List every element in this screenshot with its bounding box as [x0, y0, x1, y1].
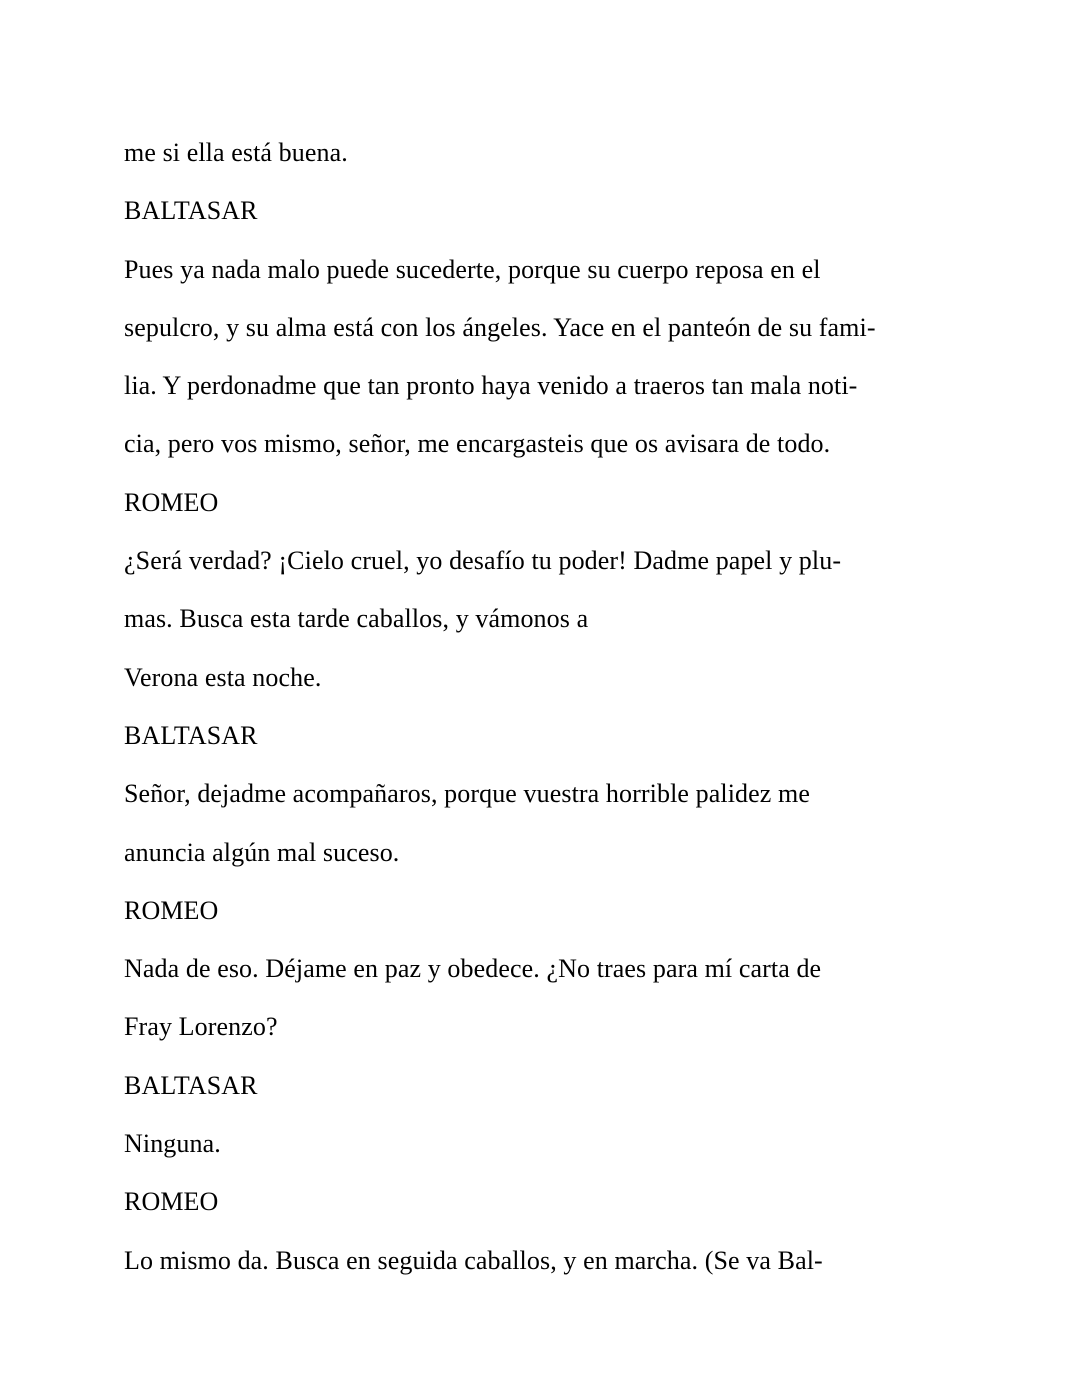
dialogue-line: me si ella está buena. — [124, 138, 348, 167]
dialogue-line: Lo mismo da. Busca en seguida caballos, y en marcha. (Se va Bal- — [124, 1245, 823, 1275]
dialogue-line: ¿Será verdad? ¡Cielo cruel, yo desafío tu poder! Dadme papel y plu- — [124, 546, 842, 576]
dialogue-line: lia. Y perdonadme que tan pronto haya venido a traeros tan mala noti- — [124, 371, 858, 401]
dialogue-line: Señor, dejadme acompañaros, porque vuestra horrible palidez me — [124, 779, 810, 809]
speaker-name: ROMEO — [124, 1187, 219, 1217]
dialogue-line: Nada de eso. Déjame en paz y obedece. ¿No traes para mí carta de — [124, 954, 822, 984]
speaker-name: BALTASAR — [124, 196, 258, 226]
speaker-name: BALTASAR — [124, 720, 258, 750]
dialogue-line: Verona esta noche. — [124, 662, 322, 692]
dialogue-line: anuncia algún mal suceso. — [124, 837, 400, 867]
text-column — [124, 124, 914, 1290]
dialogue-line: Ninguna. — [124, 1129, 221, 1159]
dialogue-line: Pues ya nada malo puede sucederte, porque su cuerpo reposa en el — [124, 254, 821, 284]
dialogue-line: Fray Lorenzo? — [124, 1012, 278, 1042]
dialogue-line: cia, pero vos mismo, señor, me encargasteis que os avisara de todo. — [124, 429, 831, 459]
dialogue-line: sepulcro, y su alma está con los ángeles. Yace en el panteón de su fami- — [124, 312, 876, 342]
speaker-name: ROMEO — [124, 895, 219, 925]
speaker-name: BALTASAR — [124, 1070, 258, 1100]
dialogue-line: mas. Busca esta tarde caballos, y vámonos a — [124, 604, 589, 634]
speaker-name: ROMEO — [124, 487, 219, 517]
